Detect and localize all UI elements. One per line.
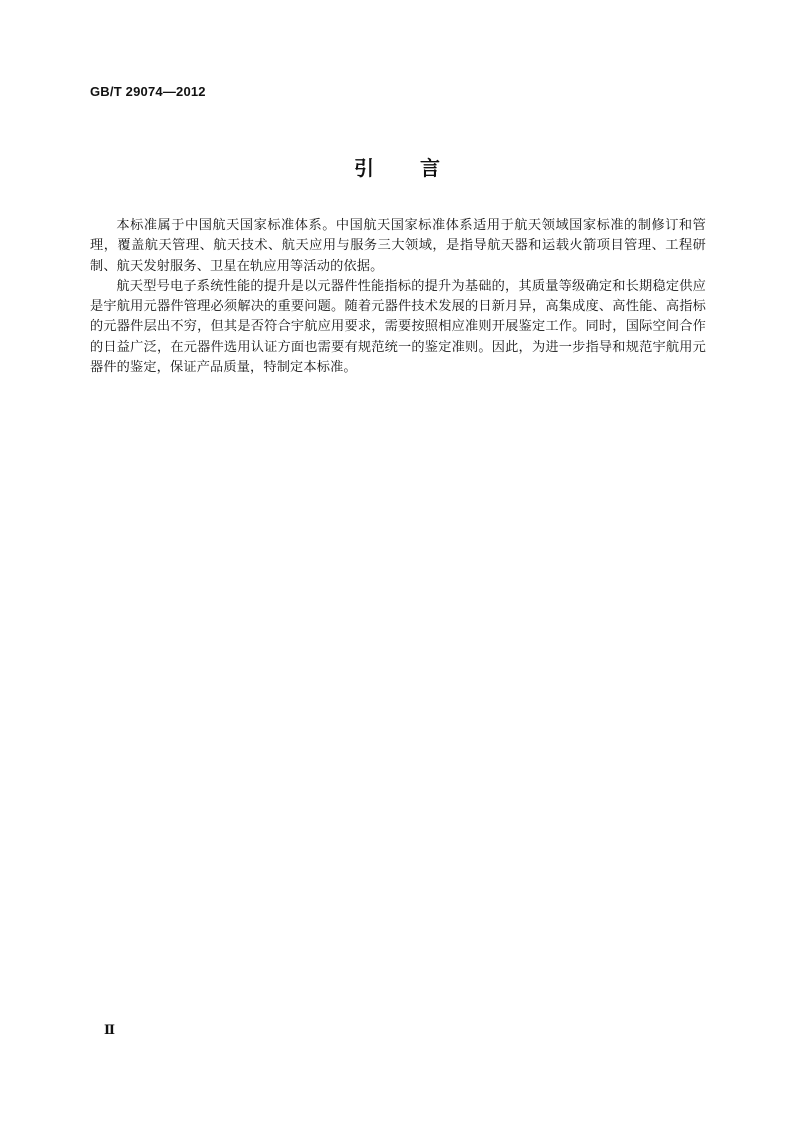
standard-number: GB/T 29074—2012 [90,84,206,99]
page-number: Ⅱ [104,1022,115,1037]
body-text [90,216,706,378]
paragraph-1: 本标准属于中国航天国家标准体系。中国航天国家标准体系适用于航天领域国家标准的制修订和管理，覆盖航天管理、航天技术、航天应用与服务三大领域，是指导航天器和运载火箭项目管理、工程研制、航天发射服务、卫星在轨应用等活动的依据。 [90,218,706,274]
title-char-2: 言 [420,156,440,180]
paragraph-2: 航天型号电子系统性能的提升是以元器件性能指标的提升为基础的，其质量等级确定和长期稳定供应是宇航用元器件管理必须解决的重要问题。随着元器件技术发展的日新月异，高集成度、高性能、高指标的元器件层出不穷，但其是否符合宇航应用要求，需要按照相应准则开展鉴定工作。同时，国际空间合作的日益广泛，在元器件选用认证方面也需要有规范统一的鉴定准则。因此，为进一步指导和规范宇航用元器件的鉴定，保证产品质量，特制定本标准。 [90,278,706,376]
title-char-1: 引 [354,156,374,180]
page-title [0,152,794,181]
